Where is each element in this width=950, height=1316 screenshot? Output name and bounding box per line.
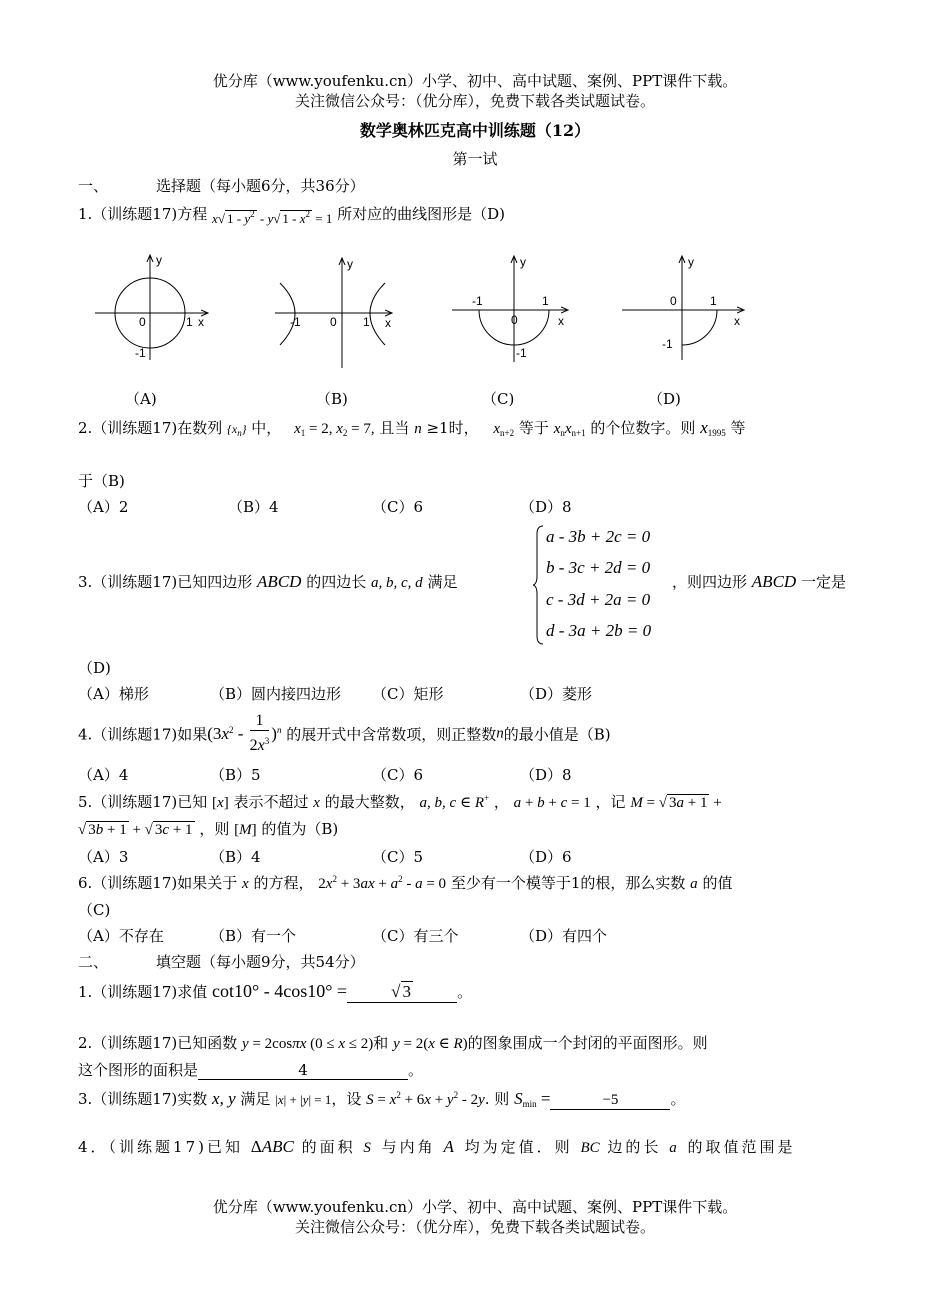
q1-graphs: [80, 250, 760, 370]
section-2-heading: 填空题（每小题9分，共54分）: [156, 953, 365, 971]
fill-2: 2.（训练题17)已知函数 y = 2cosπx (0 ≤ x ≤ 2)和 y = 2(x ∈ R)的图象围成一个封闭的平面图形。则: [78, 1034, 708, 1052]
svg-text:1: 1: [542, 294, 549, 308]
svg-text:0: 0: [511, 313, 518, 327]
question-5-line-2: √ 3b + 1 + √ 3c + 1 ，则 [M] 的值为（B): [78, 820, 339, 838]
fill-3-answer: −5: [550, 1092, 670, 1110]
q3-equation-1: a - 3b + 2c = 0: [546, 527, 651, 546]
fill-3: 3.（训练题17)实数 x, y 满足 |x| + |y| = 1，设 $S = x^2 + 6x + y^2 - 2y$. 则 $S_{min} = -5$ 。: [78, 1089, 686, 1109]
graph-d: [622, 255, 744, 360]
svg-text:1: 1: [710, 294, 717, 308]
q3-brace: [533, 524, 545, 646]
fill-4: 4．（训练题17)已知 ΔABC 的面积 S 与内角 A 均为定值．则 BC 边的长 a 的取值范围是: [78, 1137, 796, 1156]
section-1-header: [78, 175, 365, 196]
svg-text:1: 1: [186, 315, 193, 329]
q5-option-a: （A）3: [78, 848, 129, 866]
question-6-line-2: （C): [78, 901, 111, 919]
graph-c: [452, 255, 568, 362]
question-5: 5.（训练题17)已知 [x] 表示不超过 x 的最大整数， a, b, c ∈ R+ ， a + b + c = 1 ，记 M = √ 3a + 1 +: [78, 793, 722, 811]
q6-option-c: （C）有三个: [372, 927, 459, 945]
q3-equation-2: b - 3c + 2d = 0: [546, 558, 651, 577]
svg-text:1: 1: [363, 315, 370, 329]
question-3-end: ，则四边形 ABCD 一定是: [672, 572, 846, 591]
svg-text:-1: -1: [662, 337, 673, 351]
section-2-header: [78, 951, 365, 972]
q5-option-d: （D）6: [520, 848, 572, 866]
section-2-number: 二、: [78, 953, 109, 971]
graph-b: [275, 257, 392, 368]
question-2: 2.（训练题17)在数列 $\{x_n\}$ 中， $x_1 = 2$, $x_2 = 7$, 且当 n ≥1时， $x_{n+2}$ 等于 $x_nx_{n+1}$ 的个位数字。则 $x_{1995}$ 等: [78, 418, 746, 438]
svg-text:y: y: [688, 255, 694, 269]
svg-text:-1: -1: [135, 346, 146, 360]
q4-option-a: （A）4: [78, 766, 129, 784]
svg-text:x: x: [385, 316, 391, 330]
graph-a: [95, 253, 208, 360]
q6-option-a: （A）不存在: [78, 927, 164, 945]
q4-option-c: （C）6: [372, 766, 424, 784]
svg-text:y: y: [347, 257, 353, 271]
graph-label-d: （D): [648, 390, 681, 408]
footer-line-1: 优分库（www.youfenku.cn）小学、初中、高中试题、案例、PPT课件下载。: [212, 1198, 738, 1216]
svg-text:y: y: [156, 253, 162, 267]
question-3-answer: （D): [78, 659, 111, 677]
svg-text:-1: -1: [516, 346, 527, 360]
q2-option-b: （B）4: [228, 498, 279, 516]
document-subtitle: 第一试: [452, 150, 498, 168]
q2-option-c: （C）6: [372, 498, 424, 516]
q1-equation: x√ $1 - y^2 - y√$ $1 - x^2 = 1$: [212, 209, 333, 226]
q2-option-d: （D）8: [520, 498, 572, 516]
question-4: 4.（训练题17)如果($3x^2$ - $\frac{1}{2x^3}$ )$^n$ 的展开式中含常数项，则正整数n的最小值是（B): [78, 712, 611, 754]
q6-option-b: （B）有一个: [210, 927, 297, 945]
q3-equation-3: c - 3d + 2a = 0: [546, 590, 651, 609]
q3-option-a: （A）梯形: [78, 685, 149, 703]
graph-label-b: （B): [316, 390, 348, 408]
svg-text:-1: -1: [290, 315, 301, 329]
svg-text:y: y: [520, 255, 526, 269]
q6-option-d: （D）有四个: [520, 927, 608, 945]
fill-1: 1.（训练题17)求值 cot10° - 4cos10° = √ 3 。: [78, 981, 473, 1001]
svg-text:0: 0: [330, 315, 337, 329]
header-line-2: 关注微信公众号：（优分库），免费下载各类试题试卷。: [294, 92, 655, 110]
q4-option-b: （B）5: [210, 766, 261, 784]
graph-label-a: （A): [125, 390, 157, 408]
q3-equation-4: d - 3a + 2b = 0: [546, 621, 652, 640]
question-3: 3.（训练题17)已知四边形 ABCD 的四边长 a, b, c, d 满足: [78, 572, 458, 591]
question-2-line-2: 于（B): [78, 472, 125, 490]
svg-text:x: x: [558, 314, 564, 328]
footer-line-2: 关注微信公众号：（优分库），免费下载各类试题试卷。: [294, 1218, 655, 1236]
svg-text:0: 0: [139, 315, 146, 329]
document-title: 数学奥林匹克高中训练题（12）: [359, 121, 591, 140]
q3-option-b: （B）圆内接四边形: [210, 685, 342, 703]
q2-option-a: （A）2: [78, 498, 129, 516]
q3-option-c: （C）矩形: [372, 685, 444, 703]
fill-2-line-2: 这个图形的面积是 4 。: [78, 1061, 424, 1079]
svg-text:0: 0: [670, 294, 677, 308]
section-1-number: 一、: [78, 177, 109, 195]
svg-text:x: x: [734, 314, 740, 328]
q5-option-b: （B）4: [210, 848, 261, 866]
svg-text:x: x: [198, 315, 204, 329]
q3-option-d: （D）菱形: [520, 685, 593, 703]
q5-option-c: （C）5: [372, 848, 424, 866]
fill-2-answer: 4: [198, 1061, 408, 1080]
question-1: 1.（训练题17)方程 x√ $1 - y^2 - y√$ $1 - x^2 = 1$ 所对应的曲线图形是（D): [78, 205, 505, 226]
graph-label-c: （C): [482, 390, 515, 408]
svg-text:-1: -1: [472, 294, 483, 308]
header-line-1: 优分库（www.youfenku.cn）小学、初中、高中试题、案例、PPT课件下载。: [212, 72, 738, 90]
section-1-heading: 选择题（每小题6分，共36分）: [156, 177, 365, 195]
q4-option-d: （D）8: [520, 766, 572, 784]
question-6: 6.（训练题17)如果关于 x 的方程， $2x^2 + 3ax + a^2 - a = 0$ 至少有一个模等于1的根，那么实数 a 的值: [78, 874, 733, 892]
